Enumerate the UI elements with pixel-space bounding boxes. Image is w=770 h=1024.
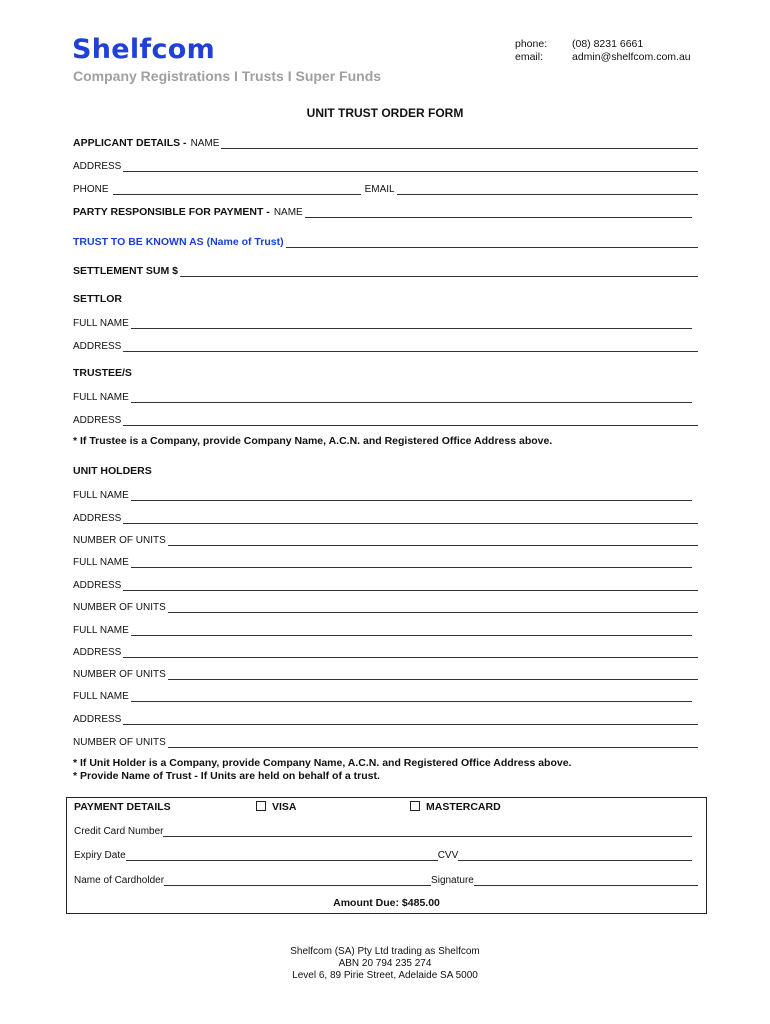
holder3-address-field[interactable] — [123, 647, 698, 658]
applicant-email-label: EMAIL — [364, 184, 395, 195]
footer — [0, 946, 770, 982]
holder-units-label: NUMBER OF UNITS — [73, 535, 166, 546]
holder2-address-row — [73, 578, 698, 591]
holder-address-label: ADDRESS — [73, 647, 122, 658]
settlor-address-field[interactable] — [123, 341, 698, 352]
trust-name-field[interactable] — [286, 237, 698, 248]
settlor-name-label: FULL NAME — [73, 318, 129, 329]
trust-name-row — [73, 235, 698, 248]
visa-option[interactable] — [256, 801, 297, 813]
holder-address-label: ADDRESS — [73, 580, 122, 591]
unit-holders-notes — [73, 757, 571, 783]
payment-details-box — [66, 797, 707, 914]
holder3-address-row — [73, 645, 698, 658]
cvv-label: CVV — [437, 850, 459, 861]
holder-name-label: FULL NAME — [73, 691, 129, 702]
expiry-field[interactable] — [126, 850, 438, 861]
visa-label: VISA — [272, 801, 297, 813]
applicant-address-field[interactable] — [123, 161, 698, 172]
footer-address: Level 6, 89 Pirie Street, Adelaide SA 5000 — [292, 970, 478, 981]
holder-address-label: ADDRESS — [73, 714, 122, 725]
amount-due: Amount Due: $485.00 — [333, 897, 440, 909]
settlor-heading: SETTLOR — [73, 293, 122, 305]
email-value: admin@shelfcom.com.au — [572, 51, 691, 63]
holder3-name-field[interactable] — [131, 625, 692, 636]
holder4-address-row — [73, 712, 698, 725]
trustee-name-row — [73, 390, 692, 403]
party-name-field[interactable] — [305, 207, 692, 218]
trustee-address-label: ADDRESS — [73, 415, 122, 426]
contact-labels — [515, 38, 547, 64]
holder-units-label: NUMBER OF UNITS — [73, 669, 166, 680]
holder3-units-field[interactable] — [168, 669, 698, 680]
email-label: email: — [515, 51, 544, 63]
holder1-units-field[interactable] — [168, 535, 698, 546]
applicant-heading: APPLICANT DETAILS - — [73, 137, 187, 149]
holder2-units-field[interactable] — [168, 602, 698, 613]
signature-label: Signature — [431, 875, 474, 886]
trustee-note: * If Trustee is a Company, provide Company Name, A.C.N. and Registered Office Address above. — [73, 435, 553, 447]
expiry-label: Expiry Date — [74, 850, 126, 861]
holder1-units-row — [73, 533, 698, 546]
mastercard-checkbox[interactable] — [410, 801, 420, 811]
party-name-label: NAME — [273, 207, 303, 218]
company-logo: Shelfcom — [72, 34, 216, 65]
holder-units-label: NUMBER OF UNITS — [73, 737, 166, 748]
expiry-cvv-row — [74, 848, 692, 861]
tagline: Company Registrations I Trusts I Super Funds — [73, 68, 382, 84]
holder-name-label: FULL NAME — [73, 625, 129, 636]
applicant-address-label: ADDRESS — [73, 161, 122, 172]
visa-checkbox[interactable] — [256, 801, 266, 811]
cardholder-field[interactable] — [164, 875, 431, 886]
mastercard-label: MASTERCARD — [426, 801, 501, 813]
trustee-heading: TRUSTEE/S — [73, 367, 132, 379]
holder-units-label: NUMBER OF UNITS — [73, 602, 166, 613]
holder2-name-row — [73, 555, 692, 568]
holder4-units-field[interactable] — [168, 737, 698, 748]
card-number-row — [74, 824, 692, 837]
trustee-address-field[interactable] — [123, 415, 698, 426]
applicant-name-label: NAME — [190, 138, 220, 149]
party-row — [73, 205, 692, 218]
holder1-name-row — [73, 488, 692, 501]
holder2-address-field[interactable] — [123, 580, 698, 591]
contact-values — [572, 38, 691, 64]
applicant-email-field[interactable] — [397, 184, 698, 195]
mastercard-option[interactable] — [410, 801, 501, 813]
applicant-phone-field[interactable] — [113, 184, 361, 195]
holder1-address-field[interactable] — [123, 513, 698, 524]
holder-address-label: ADDRESS — [73, 513, 122, 524]
card-number-label: Credit Card Number — [74, 826, 164, 837]
holder4-name-field[interactable] — [131, 691, 692, 702]
holder4-address-field[interactable] — [123, 714, 698, 725]
holder4-name-row — [73, 689, 692, 702]
applicant-address-row — [73, 159, 698, 172]
settlor-name-field[interactable] — [131, 318, 692, 329]
phone-value: (08) 8231 6661 — [572, 38, 644, 50]
trust-name-label: TRUST TO BE KNOWN AS (Name of Trust) — [73, 236, 284, 248]
settlor-address-row — [73, 339, 698, 352]
payment-heading: PAYMENT DETAILS — [74, 801, 171, 813]
holder1-address-row — [73, 511, 698, 524]
applicant-name-field[interactable] — [221, 138, 698, 149]
settlor-address-label: ADDRESS — [73, 341, 122, 352]
holder1-name-field[interactable] — [131, 490, 692, 501]
applicant-contact-row — [73, 182, 698, 195]
holder-name-label: FULL NAME — [73, 557, 129, 568]
form-title: UNIT TRUST ORDER FORM — [306, 106, 464, 120]
settlement-row — [73, 264, 698, 277]
holder-name-label: FULL NAME — [73, 490, 129, 501]
holder3-name-row — [73, 623, 692, 636]
cardholder-signature-row — [74, 873, 698, 886]
cvv-field[interactable] — [458, 850, 692, 861]
applicant-name-row — [73, 136, 698, 149]
settlement-field[interactable] — [180, 266, 698, 277]
holder3-units-row — [73, 667, 698, 680]
signature-field[interactable] — [474, 875, 698, 886]
cardholder-label: Name of Cardholder — [74, 875, 165, 886]
holder2-units-row — [73, 600, 698, 613]
unit-holder-trust-note: * Provide Name of Trust - If Units are held on behalf of a trust. — [73, 770, 380, 782]
trustee-address-row — [73, 413, 698, 426]
settlement-label: SETTLEMENT SUM $ — [73, 265, 179, 277]
phone-label: phone: — [515, 38, 548, 50]
unit-holder-company-note: * If Unit Holder is a Company, provide Company Name, A.C.N. and Registered Office Address above. — [73, 757, 572, 769]
unit-holders-heading: UNIT HOLDERS — [73, 465, 152, 477]
holder4-units-row — [73, 735, 698, 748]
trustee-name-field[interactable] — [131, 392, 692, 403]
footer-abn: ABN 20 794 235 274 — [338, 958, 432, 969]
footer-company: Shelfcom (SA) Pty Ltd trading as Shelfcom — [290, 946, 480, 957]
party-heading: PARTY RESPONSIBLE FOR PAYMENT - — [73, 206, 270, 218]
settlor-name-row — [73, 316, 692, 329]
card-number-field[interactable] — [163, 826, 692, 837]
holder2-name-field[interactable] — [131, 557, 692, 568]
trustee-name-label: FULL NAME — [73, 392, 129, 403]
applicant-phone-label: PHONE — [73, 184, 109, 195]
